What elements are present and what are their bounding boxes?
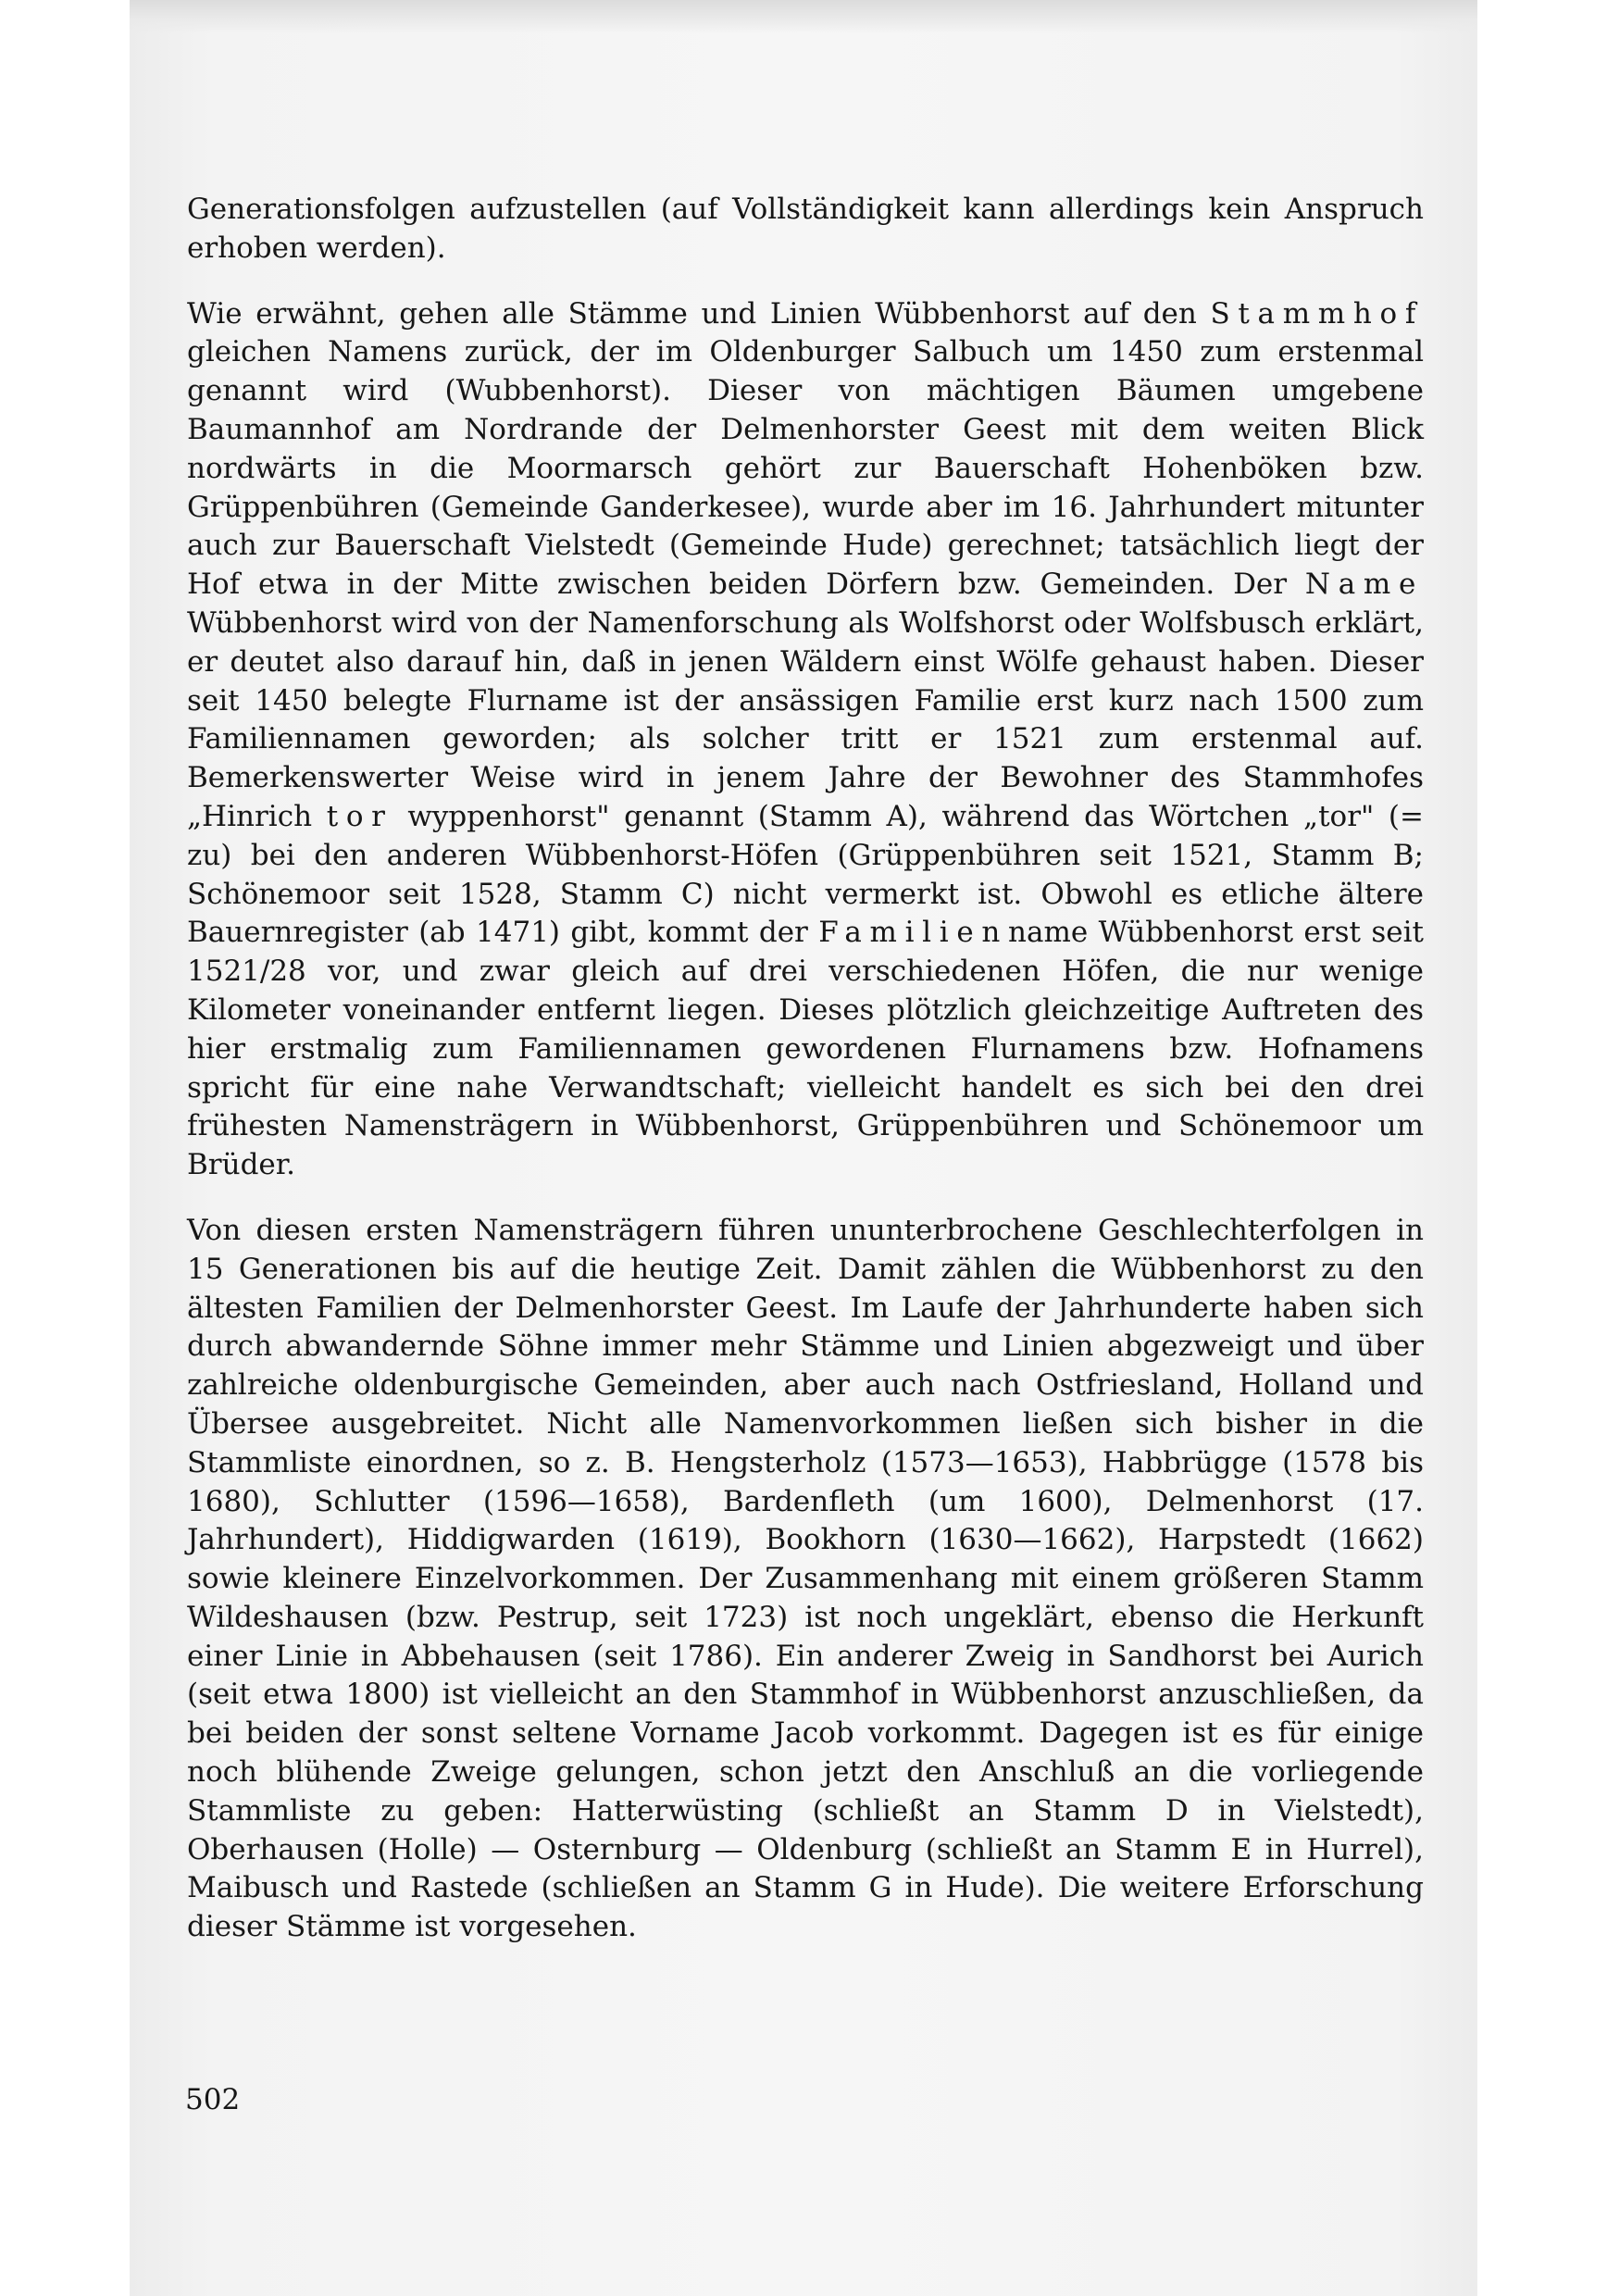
scan-top-edge <box>130 0 1477 33</box>
page-number: 502 <box>185 2083 241 2116</box>
paragraph-2-text-4: wyppenhorst" genannt (Stamm A), während das Wörtchen „tor" (= zu) bei den anderen Wübbenhorst-Höfen (Grüppenbühren seit 1521, Stamm B; Schönemoor seit 1528, Stamm C) nicht vermerkt ist. Obwohl es etliche ältere Bauernregister (ab 1471) gibt, kommt der <box>187 799 1424 950</box>
paragraph-2-text-2: gleichen Namens zurück, der im Oldenburger Salbuch um 1450 zum erstenmal genannt wird (Wubbenhorst). Dieser von mächtigen Bäumen umgebene Baumannhof am Nordrande der Delmenhorster Geest mit dem weiten Blick nordwärts in die Moormarsch gehört zur Bauerschaft Hohenböken bzw. Grüppenbühren (Gemeinde Ganderkesee), wurde aber im 16. Jahrhundert mitunter auch zur Bauerschaft Vielstedt (Gemeinde Hude) gerechnet; tatsächlich liegt der Hof etwa in der Mitte zwischen beiden Dörfern bzw. Gemeinden. Der <box>187 335 1424 602</box>
paragraph-2-text-1: Wie erwähnt, gehen alle Stämme und Linien Wübbenhorst auf den <box>187 296 1211 331</box>
spaced-word-familien: Familien <box>818 916 1009 950</box>
paragraph-1: Generationsfolgen aufzustellen (auf Vollständigkeit kann allerdings kein Anspruch erhoben werden). <box>187 193 1424 265</box>
spaced-word-stammhof: Stammhof <box>1210 296 1424 331</box>
body-text <box>187 191 1424 1947</box>
paragraph-2-text-3: Wübbenhorst wird von der Namenforschung als Wolfshorst oder Wolfsbusch erklärt, er deutet also darauf hin, daß in jenen Wäldern einst Wölfe gehaust haben. Dieser seit 1450 belegte Flurname ist der ansässigen Familie erst kurz nach 1500 zum Familiennamen geworden; als solcher tritt er 1521 zum erstenmal auf. Bemerkenswerter Weise wird in jenem Jahre der Bewohner des Stammhofes „Hinrich <box>187 605 1424 833</box>
paragraph-3: Von diesen ersten Namensträgern führen ununterbrochene Geschlechterfolgen in 15 Generationen bis auf die heutige Zeit. Damit zählen die Wübbenhorst zu den ältesten Familien der Delmenhorster Geest. Im Laufe der Jahrhunderte haben sich durch abwandernde Söhne immer mehr Stämme und Linien abgezweigt und über zahlreiche oldenburgische Gemeinden, aber auch nach Ostfriesland, Holland und Übersee ausgebreitet. Nicht alle Namenvorkommen ließen sich bisher in die Stammliste einordnen, so z. B. Hengsterholz (1573—1653), Habbrügge (1578 bis 1680), Schlutter (1596—1658), Bardenfleth (um 1600), Delmenhorst (17. Jahrhundert), Hiddigwarden (1619), Bookhorn (1630—1662), Harpstedt (1662) sowie kleinere Einzelvorkommen. Der Zusammenhang mit einem größeren Stamm Wildeshausen (bzw. Pestrup, seit 1723) ist noch ungeklärt, ebenso die Herkunft einer Linie in Abbehausen (seit 1786). Ein anderer Zweig in Sandhorst bei Aurich (seit etwa 1800) ist vielleicht an den Stammhof in Wübbenhorst anzuschließen, da bei beiden der sonst seltene Vorname Jacob vorkommt. Dagegen ist es für einige noch blühende Zweige gelungen, schon jetzt den Anschluß an die vorliegende Stammliste zu geben: Hatterwüsting (schließt an Stamm D in Vielstedt), Oberhausen (Holle) — Osternburg — Oldenburg (schließt an Stamm E in Hurrel), Maibusch und Rastede (schließen an Stamm G in Hude). Die weitere Erforschung dieser Stämme ist vorgesehen. <box>187 1213 1424 1944</box>
spaced-word-name: Name <box>1304 568 1424 602</box>
paragraph-2 <box>187 295 1424 1185</box>
spaced-word-tor: tor <box>326 799 393 833</box>
paragraph-2-text-5: name Wübbenhorst erst seit 1521/28 vor, und zwar gleich auf drei verschiedenen Höfen, die nur wenige Kilometer voneinander entfernt liegen. Dieses plötzlich gleichzeitige Auftreten des hier erstmalig zum Familiennamen gewordenen Flurnamens bzw. Hofnamens spricht für eine nahe Verwandtschaft; vielleicht handelt es sich bei den drei frühesten Namensträgern in Wübbenhorst, Grüppenbühren und Schönemoor um Brüder. <box>187 916 1424 1182</box>
